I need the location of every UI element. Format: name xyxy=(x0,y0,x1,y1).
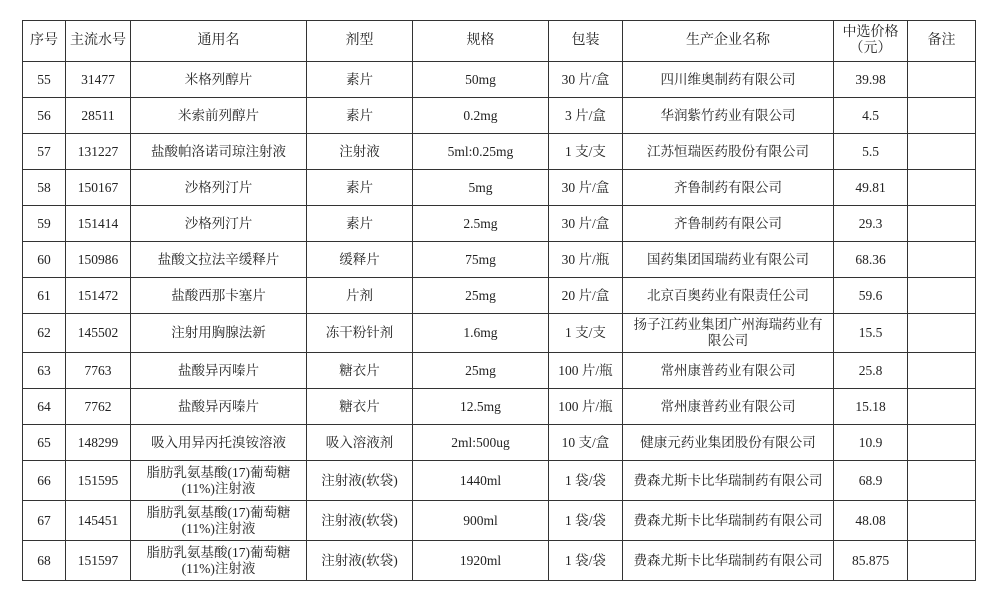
cell-remark xyxy=(908,541,976,581)
cell-serial: 28511 xyxy=(66,98,131,134)
cell-dosage-form: 片剂 xyxy=(307,278,413,314)
cell-price: 10.9 xyxy=(834,425,908,461)
cell-price: 59.6 xyxy=(834,278,908,314)
cell-spec: 5ml:0.25mg xyxy=(413,134,549,170)
cell-remark xyxy=(908,425,976,461)
cell-generic-name: 盐酸帕洛诺司琼注射液 xyxy=(131,134,307,170)
table-row xyxy=(23,206,976,242)
cell-dosage-form: 素片 xyxy=(307,170,413,206)
cell-manufacturer: 费森尤斯卡比华瑞制药有限公司 xyxy=(623,461,834,501)
cell-generic-name: 注射用胸腺法新 xyxy=(131,314,307,353)
drug-price-table xyxy=(22,20,976,581)
cell-package: 100 片/瓶 xyxy=(549,353,623,389)
cell-serial: 131227 xyxy=(66,134,131,170)
cell-dosage-form: 素片 xyxy=(307,98,413,134)
cell-index: 55 xyxy=(23,62,66,98)
header-package: 包装 xyxy=(549,21,623,62)
cell-remark xyxy=(908,314,976,353)
cell-package: 1 袋/袋 xyxy=(549,461,623,501)
cell-remark xyxy=(908,170,976,206)
cell-dosage-form: 糖衣片 xyxy=(307,353,413,389)
header-price: 中选价格（元） xyxy=(834,21,908,62)
cell-manufacturer: 常州康普药业有限公司 xyxy=(623,389,834,425)
table-row xyxy=(23,134,976,170)
cell-spec: 2.5mg xyxy=(413,206,549,242)
cell-price: 49.81 xyxy=(834,170,908,206)
cell-package: 1 支/支 xyxy=(549,134,623,170)
cell-generic-name: 盐酸西那卡塞片 xyxy=(131,278,307,314)
cell-dosage-form: 注射液 xyxy=(307,134,413,170)
cell-generic-name: 盐酸异丙嗪片 xyxy=(131,389,307,425)
cell-price: 85.875 xyxy=(834,541,908,581)
cell-manufacturer: 健康元药业集团股份有限公司 xyxy=(623,425,834,461)
cell-package: 30 片/瓶 xyxy=(549,242,623,278)
cell-dosage-form: 注射液(软袋) xyxy=(307,461,413,501)
cell-spec: 5mg xyxy=(413,170,549,206)
cell-dosage-form: 缓释片 xyxy=(307,242,413,278)
cell-serial: 145502 xyxy=(66,314,131,353)
cell-manufacturer: 扬子江药业集团广州海瑞药业有限公司 xyxy=(623,314,834,353)
cell-manufacturer: 华润紫竹药业有限公司 xyxy=(623,98,834,134)
table-row xyxy=(23,541,976,581)
cell-spec: 1920ml xyxy=(413,541,549,581)
cell-generic-name: 脂肪乳氨基酸(17)葡萄糖(11%)注射液 xyxy=(131,461,307,501)
cell-price: 4.5 xyxy=(834,98,908,134)
cell-price: 29.3 xyxy=(834,206,908,242)
header-dosage-form: 剂型 xyxy=(307,21,413,62)
cell-index: 61 xyxy=(23,278,66,314)
header-manufacturer: 生产企业名称 xyxy=(623,21,834,62)
cell-generic-name: 米格列醇片 xyxy=(131,62,307,98)
cell-spec: 50mg xyxy=(413,62,549,98)
cell-manufacturer: 费森尤斯卡比华瑞制药有限公司 xyxy=(623,541,834,581)
cell-package: 30 片/盒 xyxy=(549,206,623,242)
cell-spec: 0.2mg xyxy=(413,98,549,134)
cell-remark xyxy=(908,62,976,98)
cell-remark xyxy=(908,278,976,314)
table-row xyxy=(23,242,976,278)
cell-package: 10 支/盒 xyxy=(549,425,623,461)
cell-spec: 25mg xyxy=(413,278,549,314)
table-row xyxy=(23,353,976,389)
cell-remark xyxy=(908,242,976,278)
header-index: 序号 xyxy=(23,21,66,62)
cell-spec: 900ml xyxy=(413,501,549,541)
table-row xyxy=(23,425,976,461)
cell-spec: 12.5mg xyxy=(413,389,549,425)
cell-index: 63 xyxy=(23,353,66,389)
cell-dosage-form: 注射液(软袋) xyxy=(307,541,413,581)
cell-spec: 1440ml xyxy=(413,461,549,501)
cell-price: 15.5 xyxy=(834,314,908,353)
cell-manufacturer: 费森尤斯卡比华瑞制药有限公司 xyxy=(623,501,834,541)
cell-price: 25.8 xyxy=(834,353,908,389)
cell-price: 68.36 xyxy=(834,242,908,278)
cell-serial: 151472 xyxy=(66,278,131,314)
header-generic-name: 通用名 xyxy=(131,21,307,62)
table-row xyxy=(23,314,976,353)
cell-price: 15.18 xyxy=(834,389,908,425)
cell-spec: 25mg xyxy=(413,353,549,389)
cell-serial: 145451 xyxy=(66,501,131,541)
table-row xyxy=(23,501,976,541)
cell-package: 20 片/盒 xyxy=(549,278,623,314)
cell-package: 100 片/瓶 xyxy=(549,389,623,425)
cell-index: 59 xyxy=(23,206,66,242)
cell-index: 57 xyxy=(23,134,66,170)
cell-serial: 151597 xyxy=(66,541,131,581)
cell-index: 68 xyxy=(23,541,66,581)
cell-manufacturer: 齐鲁制药有限公司 xyxy=(623,206,834,242)
cell-spec: 1.6mg xyxy=(413,314,549,353)
cell-remark xyxy=(908,389,976,425)
cell-serial: 7762 xyxy=(66,389,131,425)
cell-serial: 31477 xyxy=(66,62,131,98)
cell-package: 1 支/支 xyxy=(549,314,623,353)
cell-index: 62 xyxy=(23,314,66,353)
cell-serial: 150986 xyxy=(66,242,131,278)
cell-package: 1 袋/袋 xyxy=(549,501,623,541)
header-spec: 规格 xyxy=(413,21,549,62)
cell-manufacturer: 四川维奥制药有限公司 xyxy=(623,62,834,98)
cell-manufacturer: 常州康普药业有限公司 xyxy=(623,353,834,389)
cell-generic-name: 米索前列醇片 xyxy=(131,98,307,134)
cell-generic-name: 脂肪乳氨基酸(17)葡萄糖(11%)注射液 xyxy=(131,541,307,581)
cell-dosage-form: 冻干粉针剂 xyxy=(307,314,413,353)
cell-generic-name: 吸入用异丙托溴铵溶液 xyxy=(131,425,307,461)
cell-price: 5.5 xyxy=(834,134,908,170)
cell-remark xyxy=(908,134,976,170)
cell-generic-name: 沙格列汀片 xyxy=(131,206,307,242)
cell-index: 64 xyxy=(23,389,66,425)
cell-manufacturer: 齐鲁制药有限公司 xyxy=(623,170,834,206)
cell-dosage-form: 素片 xyxy=(307,62,413,98)
cell-generic-name: 脂肪乳氨基酸(17)葡萄糖(11%)注射液 xyxy=(131,501,307,541)
cell-manufacturer: 北京百奥药业有限责任公司 xyxy=(623,278,834,314)
cell-index: 67 xyxy=(23,501,66,541)
cell-manufacturer: 江苏恒瑞医药股份有限公司 xyxy=(623,134,834,170)
table-row xyxy=(23,278,976,314)
cell-index: 60 xyxy=(23,242,66,278)
cell-package: 3 片/盒 xyxy=(549,98,623,134)
cell-price: 48.08 xyxy=(834,501,908,541)
cell-remark xyxy=(908,461,976,501)
cell-serial: 151414 xyxy=(66,206,131,242)
cell-generic-name: 盐酸异丙嗪片 xyxy=(131,353,307,389)
cell-serial: 148299 xyxy=(66,425,131,461)
header-remark: 备注 xyxy=(908,21,976,62)
cell-dosage-form: 注射液(软袋) xyxy=(307,501,413,541)
cell-spec: 2ml:500ug xyxy=(413,425,549,461)
cell-manufacturer: 国药集团国瑞药业有限公司 xyxy=(623,242,834,278)
cell-price: 68.9 xyxy=(834,461,908,501)
cell-index: 58 xyxy=(23,170,66,206)
cell-package: 1 袋/袋 xyxy=(549,541,623,581)
cell-dosage-form: 素片 xyxy=(307,206,413,242)
table-row xyxy=(23,461,976,501)
cell-package: 30 片/盒 xyxy=(549,62,623,98)
cell-serial: 151595 xyxy=(66,461,131,501)
cell-remark xyxy=(908,501,976,541)
table-row xyxy=(23,98,976,134)
cell-dosage-form: 吸入溶液剂 xyxy=(307,425,413,461)
cell-serial: 150167 xyxy=(66,170,131,206)
header-serial: 主流水号 xyxy=(66,21,131,62)
cell-index: 66 xyxy=(23,461,66,501)
cell-package: 30 片/盒 xyxy=(549,170,623,206)
cell-serial: 7763 xyxy=(66,353,131,389)
table-row xyxy=(23,62,976,98)
cell-spec: 75mg xyxy=(413,242,549,278)
cell-price: 39.98 xyxy=(834,62,908,98)
cell-index: 65 xyxy=(23,425,66,461)
cell-generic-name: 盐酸文拉法辛缓释片 xyxy=(131,242,307,278)
table-row xyxy=(23,170,976,206)
cell-remark xyxy=(908,353,976,389)
cell-index: 56 xyxy=(23,98,66,134)
cell-generic-name: 沙格列汀片 xyxy=(131,170,307,206)
cell-dosage-form: 糖衣片 xyxy=(307,389,413,425)
header-row xyxy=(23,21,976,62)
cell-remark xyxy=(908,206,976,242)
cell-remark xyxy=(908,98,976,134)
table-row xyxy=(23,389,976,425)
